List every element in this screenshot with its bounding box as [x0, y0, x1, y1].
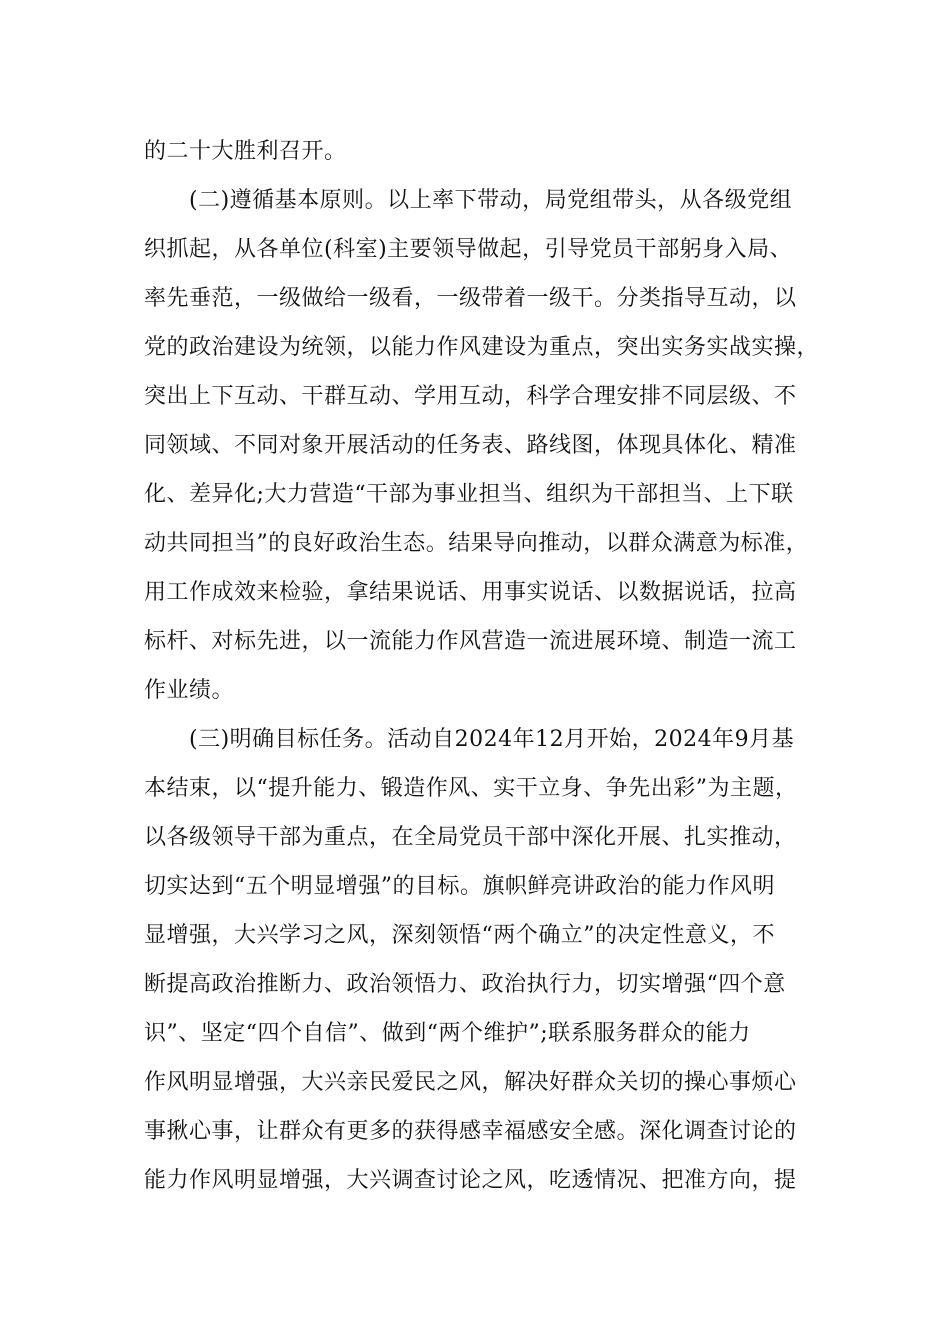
text-line: 的二十大胜利召开。	[144, 139, 347, 164]
text-line: 能力作风明显增强，大兴调查讨论之风，吃透情况、把准方向，提	[144, 1168, 797, 1193]
text-line: 以各级领导干部为重点，在全局党员干部中深化开展、扎实推动，	[144, 825, 797, 850]
text-line: (二)遵循基本原则。以上率下带动，局党组带头，从各级党组	[189, 188, 793, 213]
text-line: 标杆、对标先进，以一流能力作风营造一流进展环境、制造一流工	[144, 629, 797, 654]
text-line: 党的政治建设为统领，以能力作风建设为重点，突出实务实战实操，	[144, 335, 820, 360]
text-line: 动共同担当”的良好政治生态。结果导向推动，以群众满意为标准，	[144, 531, 809, 556]
text-line: 切实达到“五个明显增强”的目标。旗帜鲜亮讲政治的能力作风明	[144, 874, 775, 899]
text-line: 断提高政治推断力、政治领悟力、政治执行力，切实增强“四个意	[144, 972, 786, 997]
text-line: 作业绩。	[144, 678, 235, 703]
text-line: 作风明显增强，大兴亲民爱民之风，解决好群众关切的操心事烦心	[144, 1070, 797, 1095]
text-line: 事揪心事，让群众有更多的获得感幸福感安全感。深化调查讨论的	[144, 1119, 797, 1144]
text-line: 同领域、不同对象开展活动的任务表、路线图，体现具体化、精准	[144, 433, 797, 458]
text-line: 率先垂范，一级做给一级看，一级带着一级干。分类指导互动，以	[144, 286, 797, 311]
text-line: 显增强，大兴学习之风，深刻领悟“两个确立”的决定性意义，不	[144, 923, 775, 948]
text-line: 识”、坚定“四个自信”、做到“两个维护”;联系服务群众的能力	[144, 1021, 751, 1046]
text-line: 突出上下互动、干群互动、学用互动，科学合理安排不同层级、不	[144, 384, 797, 409]
text-line: 本结束，以“提升能力、锻造作风、实干立身、争先出彩”为主题，	[144, 776, 798, 801]
text-line: 化、差异化;大力营造“干部为事业担当、组织为干部担当、上下联	[144, 482, 794, 507]
text-line: (三)明确目标任务。活动自2024年12月开始，2024年9月基	[189, 727, 795, 752]
text-line: 织抓起，从各单位(科室)主要领导做起，引导党员干部躬身入局、	[144, 237, 793, 262]
text-line: 用工作成效来检验，拿结果说话、用事实说话、以数据说话，拉高	[144, 580, 797, 605]
